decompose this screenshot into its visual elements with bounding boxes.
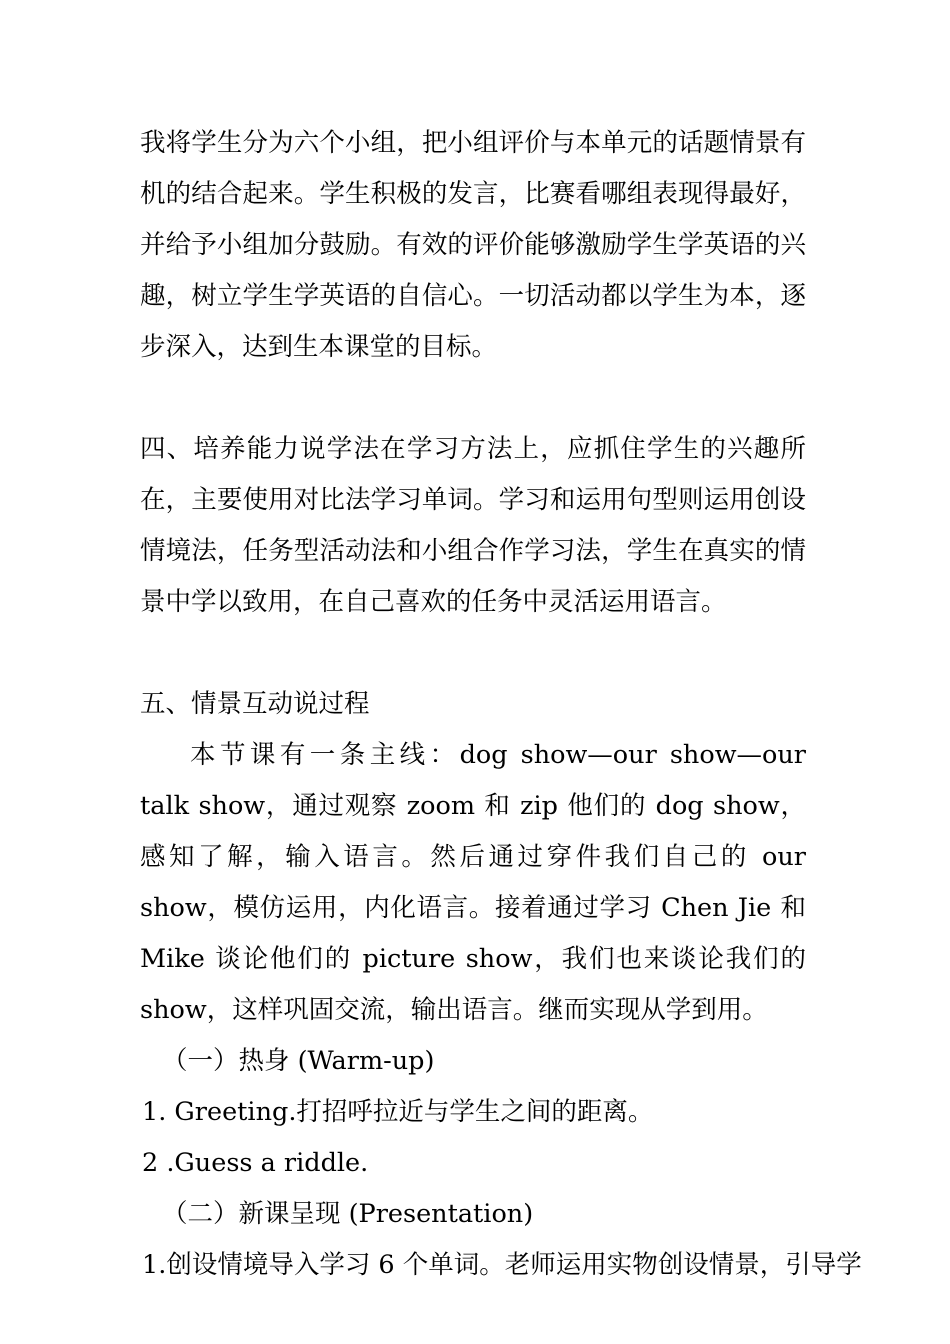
heading-section-five: 五、情景互动说过程	[140, 689, 370, 719]
list-item-create-situation: 1.创设情境导入学习 6 个单词。老师运用实物创设情景，引导学	[142, 1250, 862, 1280]
subheading-presentation: （二）新课呈现 (Presentation)	[162, 1199, 534, 1229]
document-body	[140, 118, 862, 1291]
list-item-guess-a-riddle: 2 .Guess a riddle.	[142, 1148, 369, 1178]
list-item-greeting: 1. Greeting.打招呼拉近与学生之间的距离。	[142, 1097, 654, 1127]
paragraph-spacer	[140, 628, 806, 679]
paragraph-section-four-methods: 四、培养能力说学法在学习方法上，应抓住学生的兴趣所在，主要使用对比法学习单词。学习和运用句型则运用创设情境法，任务型活动法和小组合作学习法，学生在真实的情景中学以致用，在自己喜欢的任务中灵活运用语言。	[140, 434, 806, 617]
paragraph-spacer	[140, 373, 806, 424]
paragraph-main-thread: 本节课有一条主线：dog show—our show—our talk show，通过观察 zoom 和 zip 他们的 dog show，感知了解，输入语言。然后通过穿件我们自己的 our show，模仿运用，内化语言。接着通过学习 Chen Jie 和 Mike 谈论他们的 picture show，我们也来谈论我们的 show，这样巩固交流，输出语言。继而实现从学到用。	[140, 740, 806, 1025]
paragraph-group-evaluation: 我将学生分为六个小组，把小组评价与本单元的话题情景有机的结合起来。学生积极的发言，比赛看哪组表现得最好，并给予小组加分鼓励。有效的评价能够激励学生学英语的兴趣，树立学生学英语的自信心。一切活动都以学生为本，逐步深入，达到生本课堂的目标。	[140, 128, 806, 362]
subheading-warm-up: （一）热身 (Warm-up)	[162, 1046, 435, 1076]
